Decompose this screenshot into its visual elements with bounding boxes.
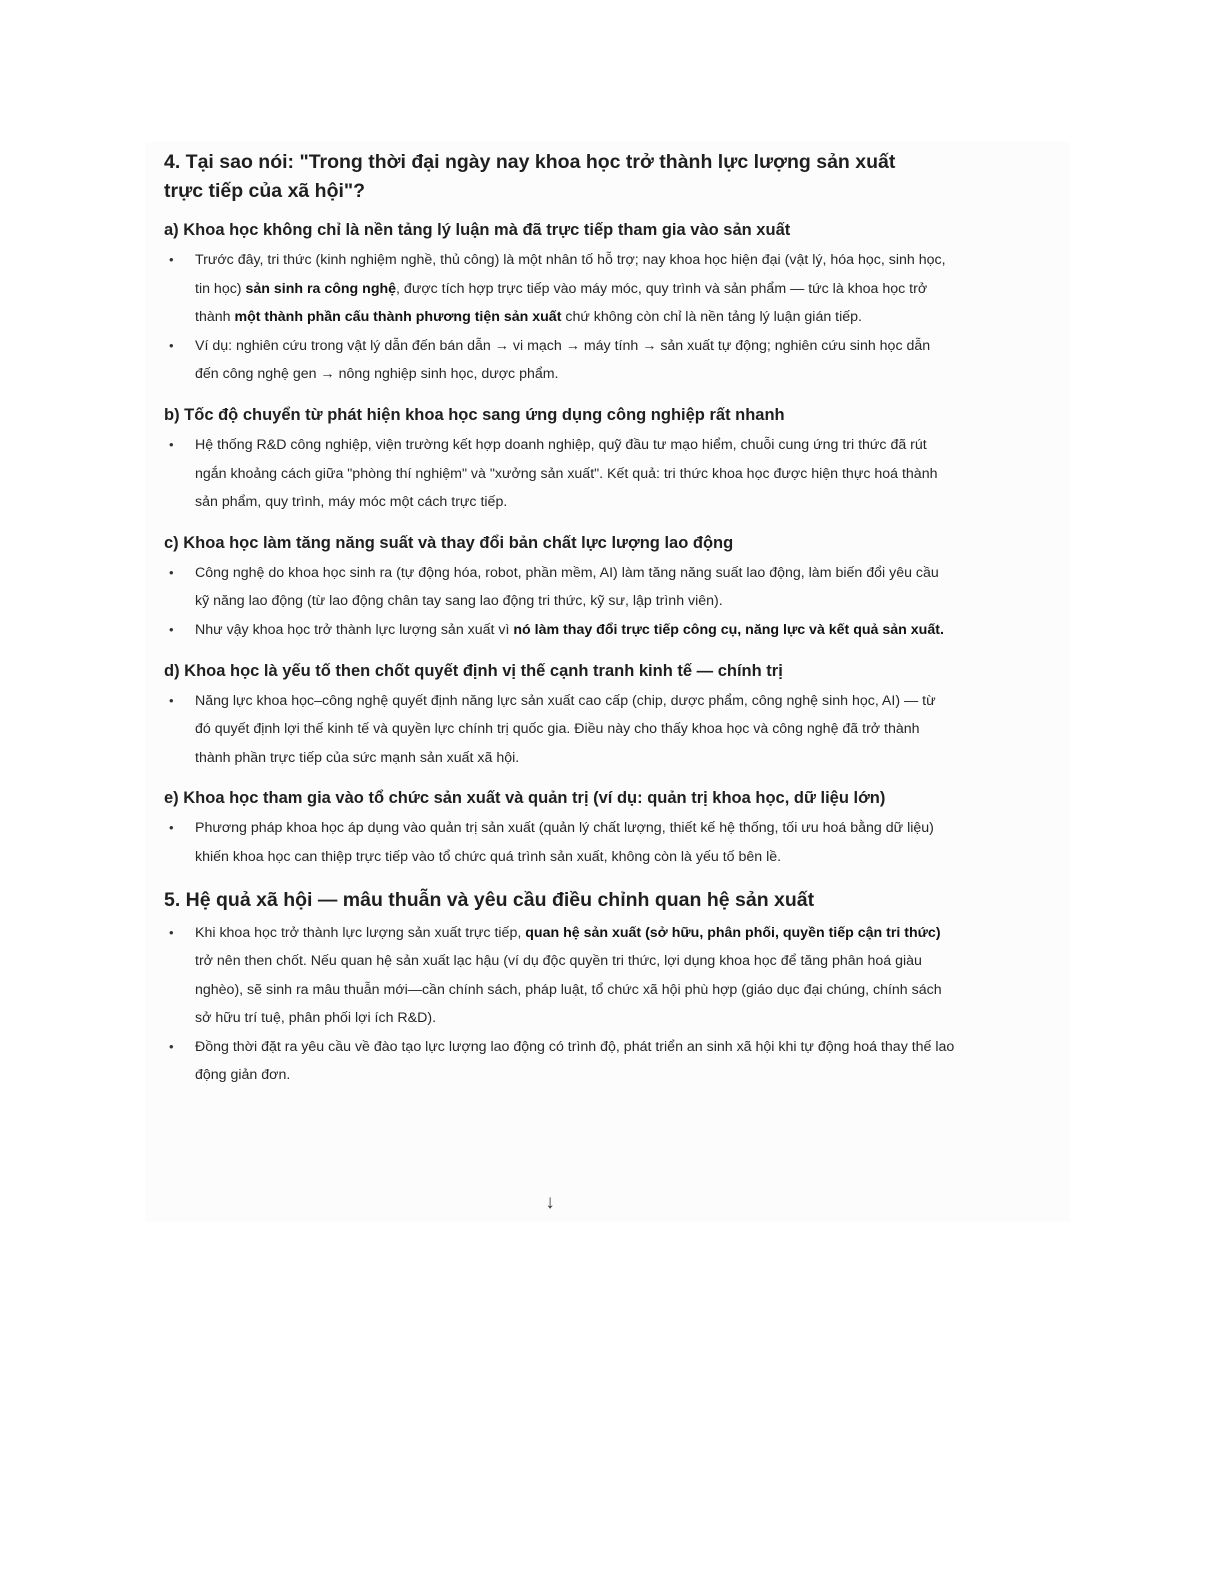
- subsection-b-heading: b) Tốc độ chuyển từ phát hiện khoa học sang ứng dụng công nghiệp rất nhanh: [164, 405, 785, 424]
- list-item: • Như vậy khoa học trở thành lực lượng sản xuất vì nó làm thay đổi trực tiếp công cụ, năng lực và kết quả sản xuất.: [164, 616, 955, 645]
- list-item: • Phương pháp khoa học áp dụng vào quản trị sản xuất (quản lý chất lượng, thiết kế hệ thống, tối ưu hoá bằng dữ liệu) khiến khoa học can thiệp trực tiếp vào tổ chức quá trình sản xuất, không còn là yếu tố bên lề.: [164, 814, 955, 871]
- section-5: [164, 886, 1070, 1091]
- subsection-d-list: [164, 687, 1070, 773]
- list-item: • Trước đây, tri thức (kinh nghiệm nghề, thủ công) là một nhân tố hỗ trợ; nay khoa học hiện đại (vật lý, hóa học, sinh học, tin học) sản sinh ra công nghệ, được tích hợp trực tiếp vào máy móc, quy trình và sản phẩm — tức là khoa học trở thành một thành phần cấu thành phương tiện sản xuất chứ không còn chỉ là nền tảng lý luận gián tiếp.: [164, 246, 955, 332]
- scroll-down-button[interactable]: [537, 1190, 563, 1216]
- subsection-e: [164, 786, 1070, 871]
- subsection-b-list: [164, 431, 1070, 517]
- list-item: • Hệ thống R&D công nghiệp, viện trường kết hợp doanh nghiệp, quỹ đầu tư mạo hiểm, chuỗi cung ứng tri thức đã rút ngắn khoảng cách giữa "phòng thí nghiệm" và "xưởng sản xuất". Kết quả: tri thức khoa học được hiện thực hoá thành sản phẩm, quy trình, máy móc một cách trực tiếp.: [164, 431, 955, 517]
- document-page: [145, 142, 1070, 1222]
- subsection-a-heading: a) Khoa học không chỉ là nền tảng lý luận mà đã trực tiếp tham gia vào sản xuất: [164, 221, 791, 239]
- section-5-list: [164, 919, 1070, 1091]
- section-5-title: 5. Hệ quả xã hội — mâu thuẫn và yêu cầu điều chỉnh quan hệ sản xuất: [164, 888, 815, 911]
- subsection-d: [164, 659, 1070, 773]
- list-item: • Công nghệ do khoa học sinh ra (tự động hóa, robot, phần mềm, AI) làm tăng năng suất lao động, làm biến đổi yêu cầu kỹ năng lao động (từ lao động chân tay sang lao động tri thức, kỹ sư, lập trình viên).: [164, 559, 955, 616]
- subsection-c-list: [164, 559, 1070, 645]
- subsection-a: [164, 218, 1070, 389]
- subsection-a-list: [164, 246, 1070, 389]
- subsection-b: [164, 403, 1070, 517]
- subsection-e-heading: e) Khoa học tham gia vào tổ chức sản xuất và quản trị (ví dụ: quản trị khoa học, dữ liệu lớn): [164, 789, 886, 808]
- arrow-down-icon: ↓: [545, 1192, 555, 1213]
- subsection-c-heading: c) Khoa học làm tăng năng suất và thay đổi bản chất lực lượng lao động: [164, 533, 734, 552]
- section-4-title: 4. Tại sao nói: "Trong thời đại ngày nay khoa học trở thành lực lượng sản xuất trực tiếp của xã hội"?: [164, 151, 896, 202]
- subsection-e-list: [164, 814, 1070, 871]
- list-item: • Khi khoa học trở thành lực lượng sản xuất trực tiếp, quan hệ sản xuất (sở hữu, phân phối, quyền tiếp cận tri thức) trở nên then chốt. Nếu quan hệ sản xuất lạc hậu (ví dụ độc quyền tri thức, lợi dụng khoa học để tăng phân hoá giàu nghèo), sẽ sinh ra mâu thuẫn mới—cần chính sách, pháp luật, tổ chức xã hội phù hợp (giáo dục đại chúng, chính sách sở hữu trí tuệ, phân phối lợi ích R&D).: [164, 919, 955, 1033]
- list-item: • Ví dụ: nghiên cứu trong vật lý dẫn đến bán dẫn → vi mạch → máy tính → sản xuất tự động; nghiên cứu sinh học dẫn đến công nghệ gen → nông nghiệp sinh học, dược phẩm.: [164, 332, 955, 389]
- subsection-d-heading: d) Khoa học là yếu tố then chốt quyết định vị thế cạnh tranh kinh tế — chính trị: [164, 661, 783, 680]
- list-item: • Năng lực khoa học–công nghệ quyết định năng lực sản xuất cao cấp (chip, dược phẩm, công nghệ sinh học, AI) — từ đó quyết định lợi thế kinh tế và quyền lực chính trị quốc gia. Điều này cho thấy khoa học và công nghệ đã trở thành thành phần trực tiếp của sức mạnh sản xuất xã hội.: [164, 687, 955, 773]
- subsection-c: [164, 531, 1070, 645]
- list-item: • Đồng thời đặt ra yêu cầu về đào tạo lực lượng lao động có trình độ, phát triển an sinh xã hội khi tự động hoá thay thế lao động giản đơn.: [164, 1033, 955, 1090]
- section-4: [164, 148, 1070, 206]
